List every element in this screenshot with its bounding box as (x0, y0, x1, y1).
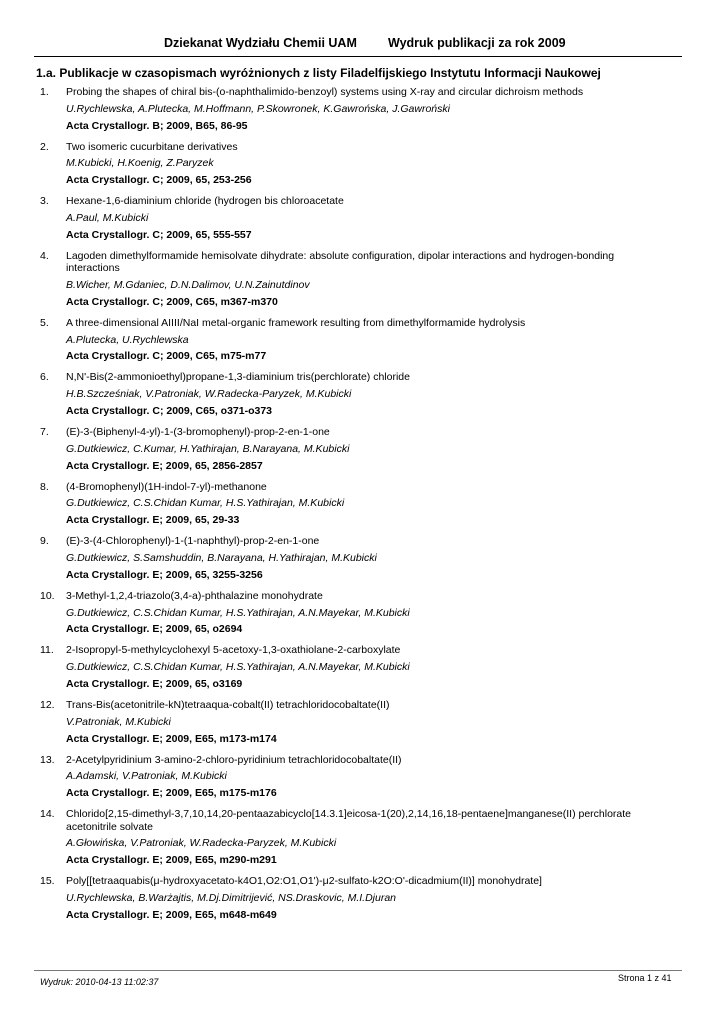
section-title: 1.a. Publikacje w czasopismach wyróżnionych z listy Filadelfijskiego Instytutu Informacji Naukowej (36, 66, 601, 80)
publication-number: 14. (40, 808, 55, 821)
publication-number: 11. (40, 644, 54, 657)
publication-body (66, 86, 666, 132)
publication-reference: Acta Crystallogr. E; 2009, 65, o2694 (66, 623, 243, 636)
publication-title: (E)-3-(4-Chlorophenyl)-1-(1-naphthyl)-prop-2-en-1-one (66, 535, 320, 548)
publication-number: 7. (40, 425, 49, 438)
publication-reference: Acta Crystallogr. B; 2009, B65, 86-95 (66, 119, 248, 132)
publication-authors: A.Adamski, V.Patroniak, M.Kubicki (66, 770, 227, 783)
publication-number: 1. (40, 86, 49, 98)
publication-number: 8. (40, 480, 49, 493)
publication-authors: M.Kubicki, H.Koenig, Z.Paryzek (66, 157, 214, 170)
publication-authors: A.Paul, M.Kubicki (66, 211, 149, 224)
publication-body (66, 317, 666, 363)
publication-body (66, 644, 666, 690)
publication-authors: U.Rychlewska, A.Plutecka, M.Hoffmann, P.Skowronek, K.Gawrońska, J.Gawroński (66, 102, 450, 115)
publication-reference: Acta Crystallogr. C; 2009, C65, o371-o373 (66, 404, 273, 417)
publication-title: Hexane-1,6-diaminium chloride (hydrogen bis chloroacetate (66, 195, 344, 208)
page-header (0, 36, 724, 54)
publication-title: Poly[[tetraaquabis(μ-hydroxyacetato-k4O1,O2:O1,O1')-μ2-sulfato-k2O:O'-dicadmium(II)] monohydrate] (66, 875, 542, 888)
publication-title: (4-Bromophenyl)(1H-indol-7-yl)-methanone (66, 480, 267, 493)
publication-number: 10. (40, 589, 55, 602)
publication-item (0, 317, 724, 363)
publication-title: Probing the shapes of chiral bis-(o-naphthalimido-benzoyl) systems using X-ray and circular dichroism methods (66, 86, 584, 98)
publication-item (0, 86, 724, 132)
publication-reference: Acta Crystallogr. C; 2009, C65, m367-m370 (66, 295, 278, 308)
publication-body (66, 699, 666, 745)
publication-reference: Acta Crystallogr. C; 2009, 65, 253-256 (66, 174, 252, 187)
publication-body (66, 195, 666, 241)
publication-body (66, 481, 666, 527)
publication-authors: B.Wicher, M.Gdaniec, D.N.Dalimov, U.N.Zainutdinov (66, 278, 310, 291)
publication-authors: U.Rychlewska, B.Warżajtis, M.Dj.Dimitrijević, NS.Draskovic, M.I.Djuran (66, 891, 397, 904)
publication-reference: Acta Crystallogr. E; 2009, E65, m175-m176 (66, 787, 277, 800)
publication-item (0, 808, 724, 866)
publication-authors: H.B.Szcześniak, V.Patroniak, W.Radecka-Paryzek, M.Kubicki (66, 388, 352, 401)
publication-body (66, 535, 666, 581)
publication-reference: Acta Crystallogr. C; 2009, C65, m75-m77 (66, 350, 267, 363)
header-divider (34, 56, 682, 57)
publication-reference: Acta Crystallogr. E; 2009, E65, m173-m174 (66, 732, 277, 745)
publication-reference: Acta Crystallogr. E; 2009, E65, m648-m649 (66, 908, 277, 921)
publication-title: Chlorido[2,15-dimethyl-3,7,10,14,20-pentaazabicyclo[14.3.1]eicosa-1(20),2,14,16,18-pentaene]manganese(II) perchlorate acetonitrile solvate (66, 808, 632, 833)
publication-reference: Acta Crystallogr. C; 2009, 65, 555-557 (66, 228, 252, 241)
publication-authors: G.Dutkiewicz, C.Kumar, H.Yathirajan, B.Narayana, M.Kubicki (66, 442, 350, 455)
publication-title: Two isomeric cucurbitane derivatives (66, 140, 238, 153)
publication-body (66, 754, 666, 800)
publication-reference: Acta Crystallogr. E; 2009, 65, 3255-3256 (66, 568, 263, 581)
publication-item (0, 250, 724, 308)
publication-item (0, 875, 724, 921)
publication-title: N,N'-Bis(2-ammonioethyl)propane-1,3-diaminium tris(perchlorate) chloride (66, 371, 410, 384)
footer-divider (34, 970, 682, 971)
publication-authors: G.Dutkiewicz, C.S.Chidan Kumar, H.S.Yathirajan, M.Kubicki (66, 497, 345, 510)
publication-authors: V.Patroniak, M.Kubicki (66, 715, 171, 728)
publication-authors: G.Dutkiewicz, S.Samshuddin, B.Narayana, H.Yathirajan, M.Kubicki (66, 551, 377, 564)
publication-number: 15. (40, 875, 55, 888)
publication-body (66, 875, 666, 921)
publication-item (0, 481, 724, 527)
publication-item (0, 535, 724, 581)
publication-title: A three-dimensional AIIII/NaI metal-organic framework resulting from dimethylformamide hydrolysis (66, 316, 526, 329)
publication-reference: Acta Crystallogr. E; 2009, 65, 2856-2857 (66, 459, 263, 472)
publication-item (0, 754, 724, 800)
publication-number: 3. (40, 195, 49, 208)
publication-reference: Acta Crystallogr. E; 2009, 65, o3169 (66, 677, 243, 690)
department-name: Dziekanat Wydziału Chemii UAM (164, 36, 357, 50)
publication-authors: G.Dutkiewicz, C.S.Chidan Kumar, H.S.Yathirajan, A.N.Mayekar, M.Kubicki (66, 606, 410, 619)
publication-title: 2-Isopropyl-5-methylcyclohexyl 5-acetoxy-1,3-oxathiolane-2-carboxylate (66, 644, 401, 657)
page-number: Strona 1 z 41 (618, 973, 672, 983)
publication-number: 13. (40, 753, 55, 766)
publication-number: 12. (40, 698, 55, 711)
publication-body (66, 808, 666, 866)
report-title: Wydruk publikacji za rok 2009 (388, 36, 566, 50)
publication-title: (E)-3-(Biphenyl-4-yl)-1-(3-bromophenyl)-prop-2-en-1-one (66, 425, 330, 438)
publication-body (66, 590, 666, 636)
publication-item (0, 371, 724, 417)
publication-number: 6. (40, 371, 49, 384)
publication-number: 5. (40, 316, 49, 329)
publication-authors: A.Plutecka, U.Rychlewska (66, 333, 189, 346)
publication-body (66, 141, 666, 187)
publication-body (66, 371, 666, 417)
publication-title: Lagoden dimethylformamide hemisolvate dihydrate: absolute configuration, dipolar interactions and hydrogen-bonding interactions (66, 249, 615, 275)
publication-body (66, 250, 666, 308)
publication-number: 4. (40, 249, 49, 262)
publication-number: 9. (40, 535, 49, 548)
publication-item (0, 590, 724, 636)
publication-item (0, 195, 724, 241)
publication-authors: G.Dutkiewicz, C.S.Chidan Kumar, H.S.Yathirajan, A.N.Mayekar, M.Kubicki (66, 661, 410, 674)
publication-reference: Acta Crystallogr. E; 2009, E65, m290-m291 (66, 854, 277, 867)
publication-number: 2. (40, 140, 49, 153)
publication-title: 3-Methyl-1,2,4-triazolo(3,4-a)-phthalazine monohydrate (66, 589, 323, 602)
publication-item (0, 426, 724, 472)
publication-authors: A.Głowińska, V.Patroniak, W.Radecka-Paryzek, M.Kubicki (66, 837, 337, 850)
publication-body (66, 426, 666, 472)
publication-title: Trans-Bis(acetonitrile-kN)tetraaqua-cobalt(II) tetrachloridocobaltate(II) (66, 698, 390, 711)
publication-item (0, 141, 724, 187)
publication-title: 2-Acetylpyridinium 3-amino-2-chloro-pyridinium tetrachloridocobaltate(II) (66, 753, 402, 766)
publication-item (0, 644, 724, 690)
publication-item (0, 699, 724, 745)
publication-reference: Acta Crystallogr. E; 2009, 65, 29-33 (66, 514, 240, 527)
publication-list (0, 86, 724, 930)
print-timestamp: Wydruk: 2010-04-13 11:02:37 (40, 977, 159, 987)
